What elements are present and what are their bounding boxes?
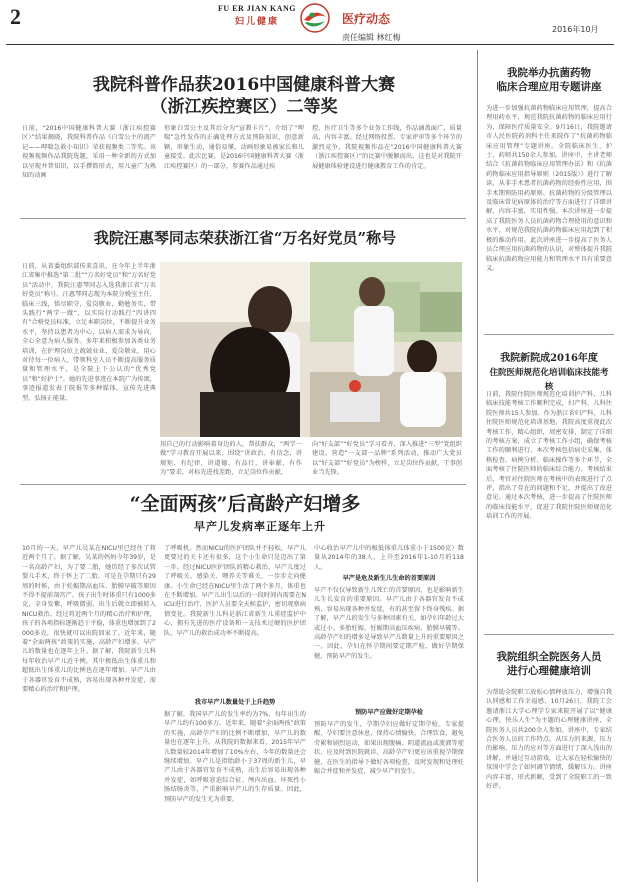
header-rule <box>6 44 614 45</box>
newspaper-logo-icon <box>300 3 330 33</box>
article1-title <box>24 74 464 118</box>
page-number: 2 <box>10 4 21 29</box>
sidebar2-title-line2: 住院医师规范化培训临床技能考核 <box>489 368 609 392</box>
masthead-en: FU ER JIAN KANG <box>218 4 296 13</box>
sidebar2-title <box>486 352 612 394</box>
article3-sub1: 早产是危及新生儿生命的首要原因 <box>342 575 436 582</box>
article3-subtitle: 早产儿发病率正逐年上升 <box>194 520 326 533</box>
article2-col2: 用自己的行动影响着身边的人，帮扶群众，“两学一做”学习教育开展以来，围绕“讲政治、有信念，讲规矩、有纪律，讲道德、有品行，讲奉献、有作为”要求，对标先进找差距，立足岗位作贡献， <box>160 441 302 477</box>
sidebar1-title <box>486 66 612 94</box>
article3-col1: 10月的一天，早产儿吴某在NICU里已经住了将近两个月了。据了解，吴某的妈妈今年39岁，是一名高龄产妇，为了要二胎，她历经了多次试管婴儿手术，终于怀上了二胎。可是在孕期只有29周的时候，由于妊娠期高血压、胎膜早破等原因不得不提前剖宫产。孩子出生时体重只有1000多克，全身发紫，呼吸微弱，出生后就立即被转入NICU救治。经过将近两个月的精心治疗和护理，孩子的各项指标逐渐趋于平稳，体重也增加到了2000多克，很快就可以出院回家了。近年来，随着“全面两孩”政策的实施，高龄产妇增多，早产儿的数量也在逐年上升。据了解，我院新生儿科每年收治早产儿近千例，其中极低出生体重儿和超低出生体重儿的比例也在逐年增加。早产儿由于各器官发育不成熟，容易出现各种并发症，需要精心的治疗和护理。 <box>22 545 156 694</box>
sidebar3-title <box>486 650 612 678</box>
sidebar1-title-line1: 我院举办抗菌药物 <box>507 67 591 79</box>
article3-sub2: 预防早产应做好定期孕检 <box>354 709 424 716</box>
article3-col2b: 据了解，我国早产儿的发生率约为7%，每年出生的早产儿约有100多万。近年来，随着“全面两孩”政策的实施，高龄孕产妇的比例不断增加，早产儿的数量也在逐年上升。从我院的数据来看，2015年早产儿数量较2014年增加了10%左右，今年的数量还会继续增加。早产儿是指胎龄小于37周的新生儿，早产儿由于各器官发育不成熟，出生后容易出现各种并发症，如呼吸窘迫综合征、颅内出血、坏死性小肠结肠炎等，严重影响早产儿的生存质量。因此，预防早产的发生尤为重要。 <box>164 711 306 803</box>
article2-col1: 日前，从省委组织部传来喜讯，在今年上半年浙江省集中推选“第二批”“万名好党员”和“万名好党员”活动中，我院汪惠琴同志入选我浙江省“万名好党员”称号。汪惠琴同志现为本院分娩室主任，临床三线，恪尽职守，爱岗敬业，勤勉务实，带头践行“两学一做”，以实际行动践行“四讲四有”合格党员标准，立足本职岗位，不断提升业务水平，坚持以患者为中心，以病人需求为导向，全心全意为病人服务。多年来积极参加各类业务培训，在护理岗位上兢兢业业，爱岗敬业，用心对待每一位病人，带领科室人员不断提高服务质量和管理水平，是全院上下公认的“优秀党员”和“好护士”。她的先进事迹在本院广为传颂，事迹报道发表于院报等多种媒体。宣传先进典型，弘扬正能量。 <box>22 263 156 402</box>
masthead <box>218 4 296 27</box>
article3-box-title: 我市早产儿数量处于上升趋势 <box>194 699 276 706</box>
article1-col1: 日前，“2016中国健康科普大赛（浙江疾控赛区）”结果揭晓，我院科普作品《白雪公主的流产记——呷喘急救小知识》荣获视频类二等奖。该视频视频作品我院选题，采用一种全新的方式加以呈现并普知识，以手撰简形式，用儿童广为熟知的动画 <box>22 125 156 180</box>
article1-title-line2: （浙江疾控赛区）二等奖 <box>150 97 338 117</box>
column-divider <box>477 50 478 882</box>
article2-title: 我院汪惠琴同志荣获浙江省“万名好党员”称号 <box>93 229 397 247</box>
article3-col3b: 早产不仅仅导致新生儿死亡的首要原因，也是影响新生儿生长发育的重要原因。早产儿由于各器官发育不成熟，容易出现各种并发症，有的甚至留下终身残疾。据了解，早产儿的发生与多种因素有关，如孕妇年龄过大或过小、多胎妊娠、妊娠期高血压疾病、胎膜早破等。高龄孕产妇的增多是导致早产儿数量上升的重要原因之一。因此，孕妇在怀孕期间要定期产检，做好孕期保健，预防早产的发生。 <box>314 587 464 660</box>
article2-divider <box>20 484 466 485</box>
editors-line: 责任编辑 林红梅 <box>342 33 401 42</box>
nurse-at-work-photo <box>160 262 462 437</box>
issue-date: 2016年10月 <box>552 25 599 34</box>
article3-col3c: 预防早产的发生，孕期孕妇应做好定期孕检。专家提醒，孕妇要注意休息，保持心情愉快，合理饮食，避免劳累和剧烈运动，如果出现腹痛、阴道流血或流液等症状，应及时到医院就诊。高龄孕产妇更应该重视孕期保健，在医生的指导下做好各项检查，及时发现和处理妊娠合并症和并发症，减少早产的发生。 <box>314 721 464 776</box>
sidebar3-title-line2: 进行心理健康培训 <box>507 665 591 677</box>
article3-col3: 中心收治早产儿中的极低体重儿体重小于1500克）数量从2014年的38人，上升至2016年1-10月的118人。 <box>314 545 464 570</box>
sidebar1-body: 为进一步加强抗菌药物临床应用管理，提高合理用药水平，规范我院抗菌药物的临床应用行为，保障医疗质量安全。9月16日，我院邀请市人民医院药剂科主任来院作了“抗菌药物临床应用管理”专题讲座。全院临床医生、护士、药师共150余人参加。讲座中，主讲老师结合《抗菌药物临床应用管理办法》和《抗菌药物临床应用指导原则（2015版）》进行了解读，从非手术患者抗菌药物的经验性应用，围手术期预防用药原则、抗菌药物的分级管理以及临床常见病原体的治疗等方面进行了详细讲解，内容丰富，实用性强。本次讲座进一步提高了我院医务人员抗菌药物合理使用的意识和水平，对规范我院抗菌药物临床应用起到了积极的推动作用。此次讲座进一步提高了医务人员合理应用抗菌药物的认识，对整体提升我院临床抗菌药物应用能力和管理水平具有重要意义。 <box>486 105 612 272</box>
sidebar1-title-line2: 临床合理应用专题讲座 <box>496 81 602 93</box>
sidebar2-body: 日前，我院住院医师规范化培训护产科、儿科临床技能考核工作顺利完成，妇产科、儿科住院医师共15人参加。作为浙江省妇产科、儿科住院医师规范化培训基地，我院高度重视此次考核工作，精心组织，周密安排，制定了详细的考核方案，成立了考核工作小组，确保考核工作的顺利进行。本次考核包括病史采集、体格检查、病例分析、临床操作等多个环节，全面考核了住院医师的临床综合能力。考核结束后，考官对住院医师在考核中的表现进行了点评，指出了存在的问题和不足，并提出了改进意见。通过本次考核，进一步提高了住院医师的临床技能水平，促进了我院住院医师规范化培训工作的开展。 <box>486 391 612 521</box>
article1-col2: 形象白雪公主及其后分为“宣教卡片”，介绍了“呷喘”急性发作的正确处理方式及预防知识，创意新颖，形象生动，通俗易懂，动画形象易被家长和儿童接受。此次比赛，是2016中国健康科普大赛（浙江疾控赛区）的一部分，参赛作品通过疾 <box>164 125 304 170</box>
article3-col2: 了呼吸机。然而NICU的医护团队并不轻松，早产儿更要过的关卡还有很多，这个小生命只是迈出了第一步。经过NICU医护团队的精心救治，早产儿度过了呼吸关、感染关、喂养关等难关，一步步走向健康。小生命已经在NICU里生活了两个多月，体重也在不断增加。早产儿出生以后的一段时间内需要在NICU进行治疗，医护人员要全天候监护，密切观察病情变化。我院新生儿科是浙江省新生儿重症监护中心，拥有先进的医疗设备和一支技术过硬的医护团队，早产儿的救治成功率不断提高。 <box>164 545 306 637</box>
sidebar2-divider <box>484 634 614 635</box>
article2-col3: 向“好支部”“好党员”学习看齐，深入推进“三型”党组织建设，营造“一支部一品牌”系列活动，推动广大党员以“好支部”“好党员”为榜样，立足岗位作贡献，干事创业当先锋。 <box>312 441 462 477</box>
article3-title: “全面两孩”后高龄产妇增多 <box>129 493 361 515</box>
sidebar3-body: 为帮助全院职工放松心情释放压力，增强自我认同感和工作幸福感，10月26日，我院工会邀请浙江大学心理学专家来院开展了以“健康心理，快乐人生”为主题的心理健康讲座，全院医务人员共200余人参加。讲座中，专家结合医务人员的工作特点，从压力的来源、压力的影响、压力的应对等方面进行了深入浅出的讲解，并通过互动游戏，让大家在轻松愉快的氛围中学会了如何调节情绪，缓解压力。讲座内容丰富，形式新颖，受到了全院职工的一致好评。 <box>486 689 612 791</box>
sidebar3-title-line1: 我院组织全院医务人员 <box>496 651 602 663</box>
masthead-cn: 妇儿健康 <box>234 16 279 26</box>
section-title: 医疗动态 <box>342 12 391 26</box>
sidebar2-title-line1: 我院新院成2016年度 <box>500 353 598 364</box>
article1-title-line1: 我院科普作品获2016中国健康科普大赛 <box>92 75 396 95</box>
article1-divider <box>20 218 466 219</box>
sidebar1-divider <box>484 334 614 335</box>
article1-col3: 控、医疗卫生等多个业务工作线，作品涵盖面广，质量高，内容丰富。经过网络投票、专家评审等多个环节的激烈竞争，我院视频作品在“2016中国健康科普大赛（浙江疾控赛区）”的比赛中脱颖而出，这也是对我院开展健康体验建设进行健康教育工作的肯定。 <box>312 125 462 170</box>
